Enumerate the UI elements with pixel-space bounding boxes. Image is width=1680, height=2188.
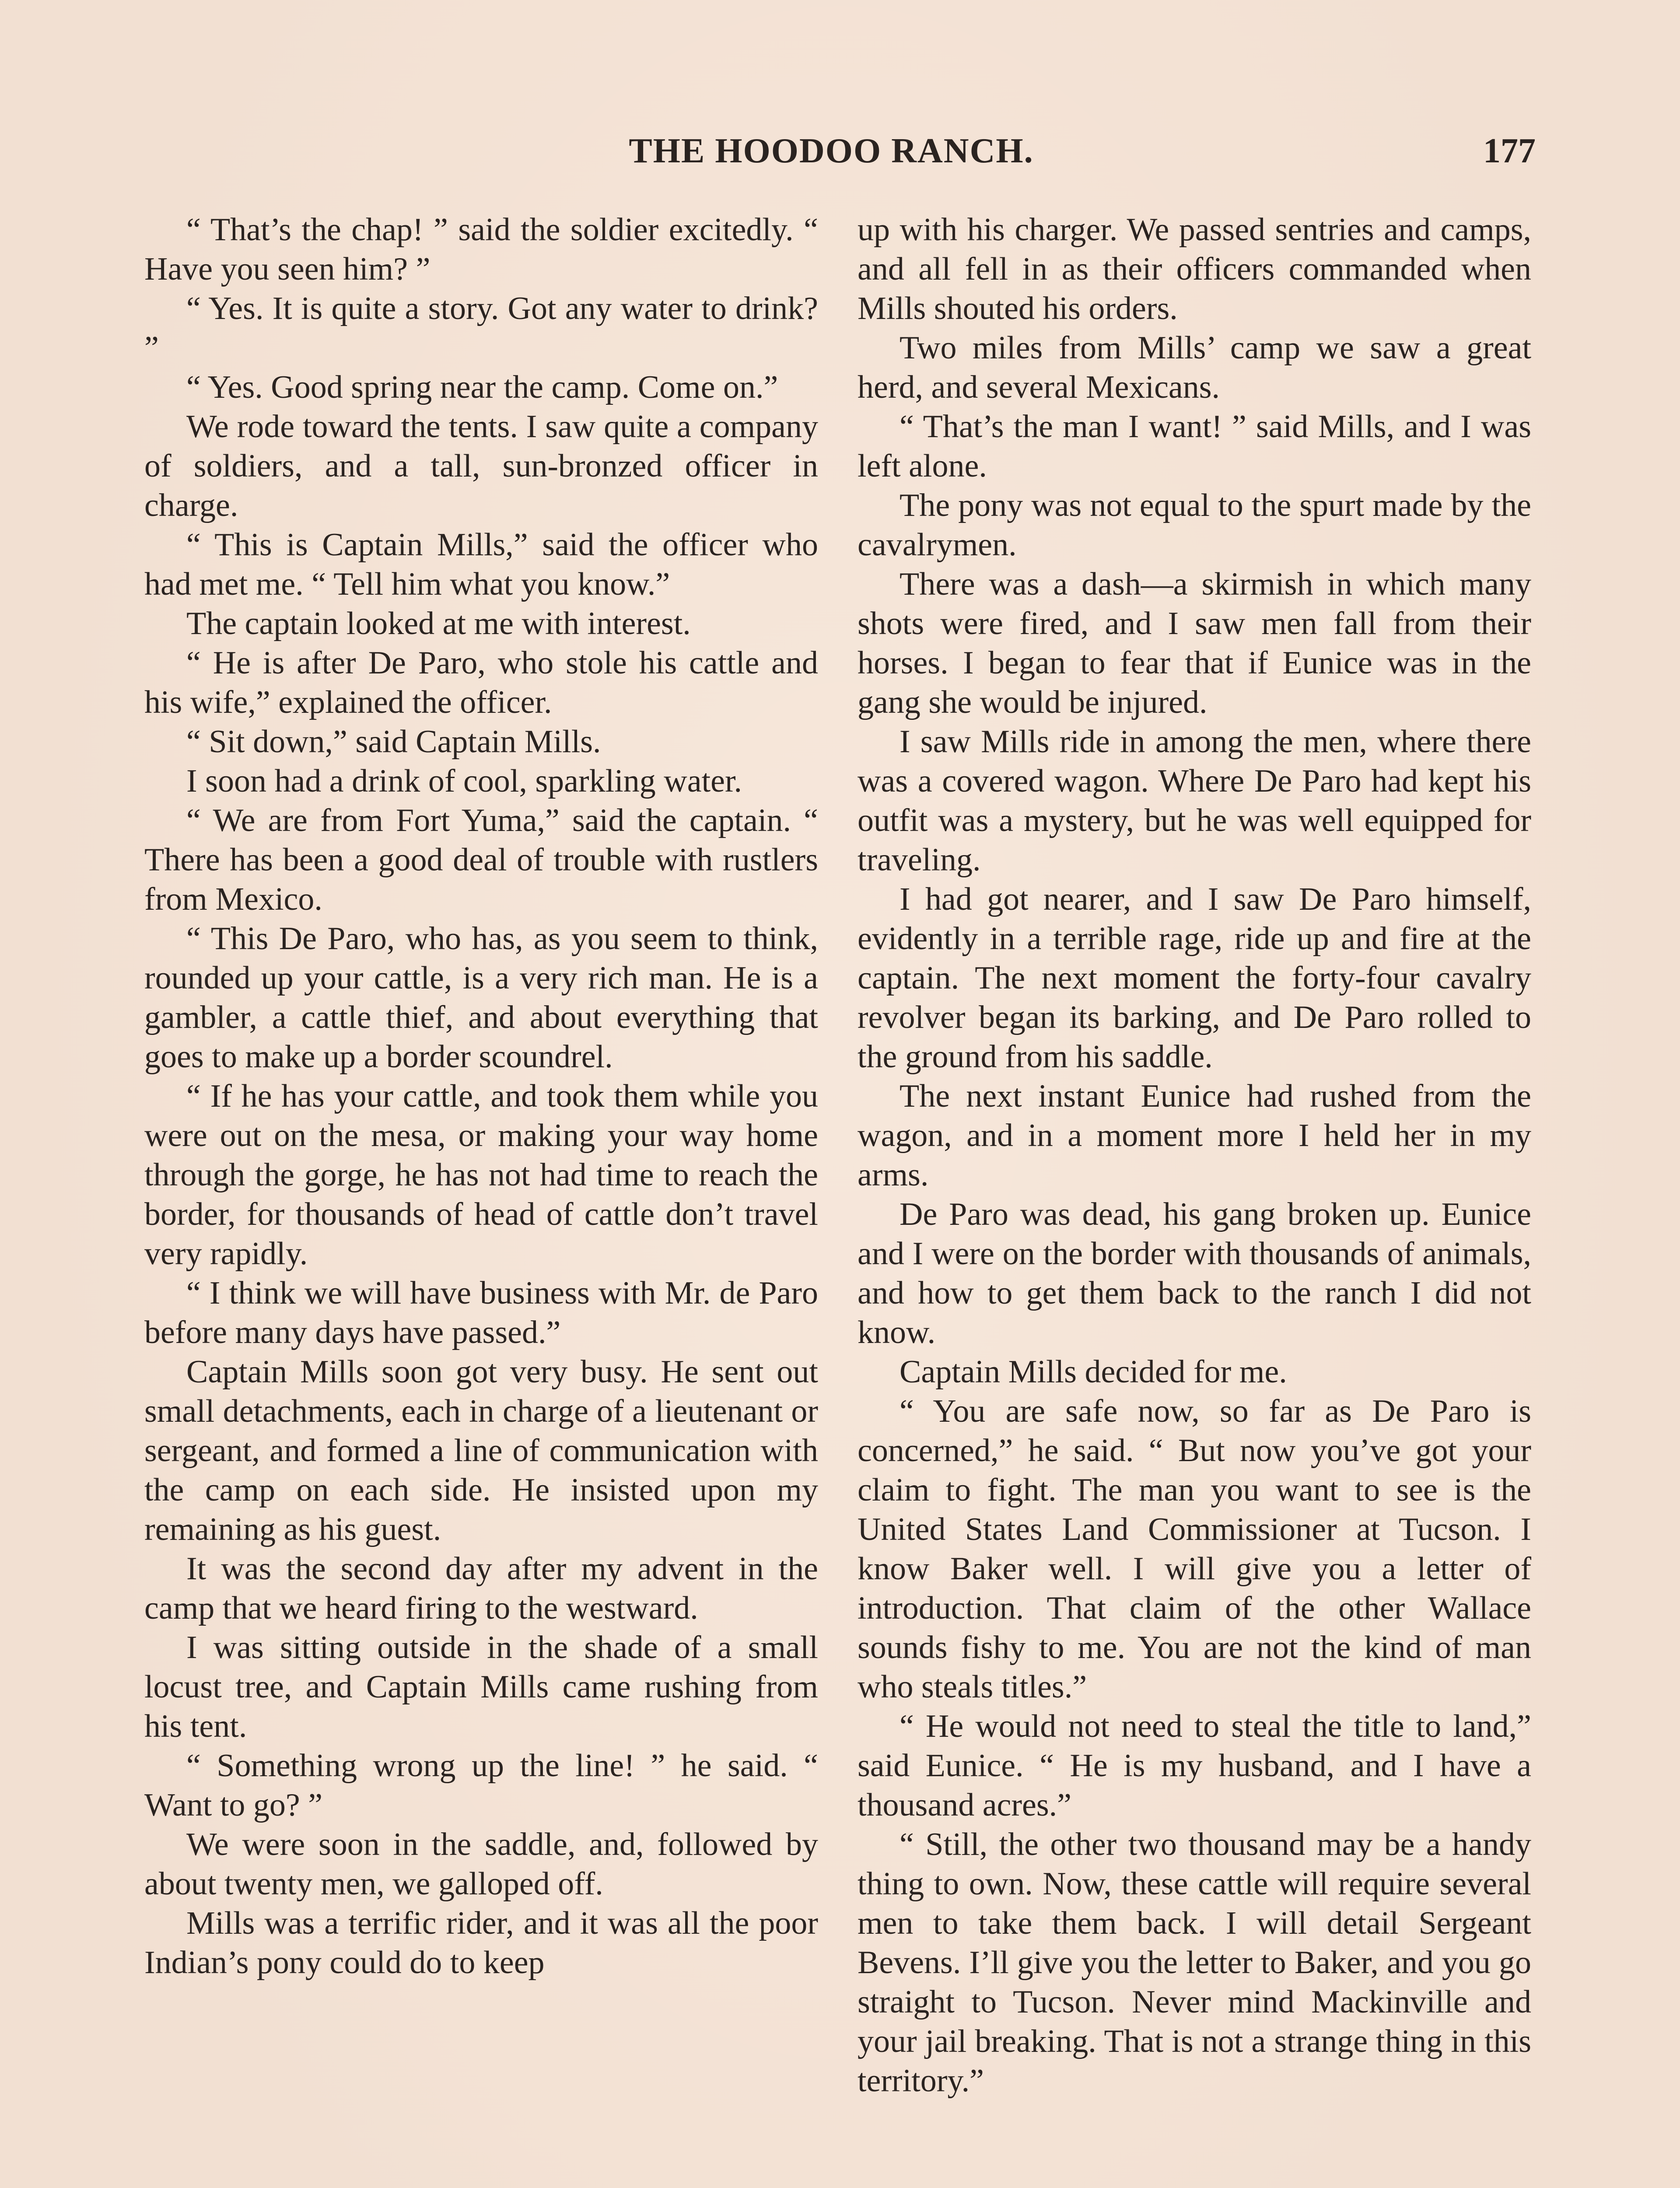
paragraph: “ I think we will have business with Mr. de Paro before many days have passed.” bbox=[144, 1275, 818, 1350]
paragraph: Captain Mills soon got very busy. He sent out small detachments, each in charge of a lieutenant or sergeant, and formed a line of communication with the camp on each side. He insisted upon my remaining as his guest. bbox=[144, 1354, 818, 1547]
left-column bbox=[144, 210, 818, 1982]
paragraph: “ Still, the other two thousand may be a handy thing to own. Now, these cattle will require several men to take them back. I will detail Sergeant Bevens. I’ll give you the letter to Baker, and you go straight to Tucson. Never mind Mackinville and your jail breaking. That is not a strange thing in this territory.” bbox=[858, 1827, 1531, 2099]
paragraph: “ We are from Fort Yuma,” said the captain. “ There has been a good deal of trouble with rustlers from Mexico. bbox=[144, 803, 818, 917]
paragraph: “ If he has your cattle, and took them while you were out on the mesa, or making your way home through the gorge, he has not had time to reach the border, for thousands of head of cattle don’t travel very rapidly. bbox=[144, 1078, 818, 1272]
paragraph: There was a dash—a skirmish in which many shots were fired, and I saw men fall from their horses. I began to fear that if Eunice was in the gang she would be injured. bbox=[858, 566, 1531, 720]
paragraph: “ Yes. Good spring near the camp. Come on.” bbox=[186, 369, 778, 405]
running-title: THE HOODOO RANCH. bbox=[629, 132, 1034, 170]
paragraph: “ He is after De Paro, who stole his cattle and his wife,” explained the officer. bbox=[144, 645, 818, 720]
paragraph: I saw Mills ride in among the men, where there was a covered wagon. Where De Paro had kept his outfit was a mystery, but he was well equipped for traveling. bbox=[858, 724, 1531, 878]
right-column bbox=[858, 210, 1531, 2100]
paragraph: “ You are safe now, so far as De Paro is concerned,” he said. “ But now you’ve got your claim to fight. The man you want to see is the United States Land Commissioner at Tucson. I know Baker well. I will give you a letter of introduction. That claim of the other Wallace sounds fishy to me. You are not the kind of man who steals titles.” bbox=[858, 1393, 1531, 1705]
paragraph: “ He would not need to steal the title to land,” said Eunice. “ He is my husband, and I have a thousand acres.” bbox=[858, 1708, 1531, 1823]
page-number: 177 bbox=[1483, 132, 1536, 170]
paragraph: The pony was not equal to the spurt made by the cavalrymen. bbox=[858, 487, 1531, 563]
paragraph: Captain Mills decided for me. bbox=[900, 1354, 1287, 1390]
paragraph: I was sitting outside in the shade of a small locust tree, and Captain Mills came rushing from his tent. bbox=[144, 1630, 818, 1744]
paragraph: We rode toward the tents. I saw quite a company of soldiers, and a tall, sun-bronzed officer in charge. bbox=[144, 409, 818, 523]
paragraph: “ Sit down,” said Captain Mills. bbox=[186, 724, 601, 760]
paragraph: Two miles from Mills’ camp we saw a great herd, and several Mexicans. bbox=[858, 330, 1531, 405]
continued-paragraph: up with his charger. We passed sentries and camps, and all fell in as their officers commanded when Mills shouted his orders. bbox=[858, 212, 1531, 326]
running-head bbox=[0, 131, 1680, 184]
paragraph: I soon had a drink of cool, sparkling water. bbox=[186, 763, 742, 799]
paragraph: De Paro was dead, his gang broken up. Eunice and I were on the border with thousands of animals, and how to get them back to the ranch I did not know. bbox=[858, 1196, 1531, 1350]
paragraph: “ Something wrong up the line! ” he said. “ Want to go? ” bbox=[144, 1748, 818, 1823]
paragraph: “ Yes. It is quite a story. Got any water to drink? ” bbox=[144, 291, 818, 366]
paragraph: It was the second day after my advent in the camp that we heard firing to the westward. bbox=[144, 1551, 818, 1626]
paragraph: Mills was a terrific rider, and it was all the poor Indian’s pony could do to keep bbox=[144, 1905, 818, 1981]
paragraph: “ This De Paro, who has, as you seem to think, rounded up your cattle, is a very rich man. He is a gambler, a cattle thief, and about everything that goes to make up a border scoundrel. bbox=[144, 921, 818, 1075]
paragraph: “ This is Captain Mills,” said the officer who had met me. “ Tell him what you know.” bbox=[144, 527, 818, 602]
paragraph: “ That’s the man I want! ” said Mills, and I was left alone. bbox=[858, 409, 1531, 484]
paragraph: We were soon in the saddle, and, followed by about twenty men, we galloped off. bbox=[144, 1827, 818, 1902]
paragraph: “ That’s the chap! ” said the soldier excitedly. “ Have you seen him? ” bbox=[144, 212, 818, 287]
paragraph: The next instant Eunice had rushed from the wagon, and in a moment more I held her in my arms. bbox=[858, 1078, 1531, 1193]
paragraph: I had got nearer, and I saw De Paro himself, evidently in a terrible rage, ride up and fire at the captain. The next moment the forty-four cavalry revolver began its barking, and De Paro rolled to the ground from his saddle. bbox=[858, 881, 1531, 1075]
paragraph: The captain looked at me with interest. bbox=[186, 606, 691, 642]
